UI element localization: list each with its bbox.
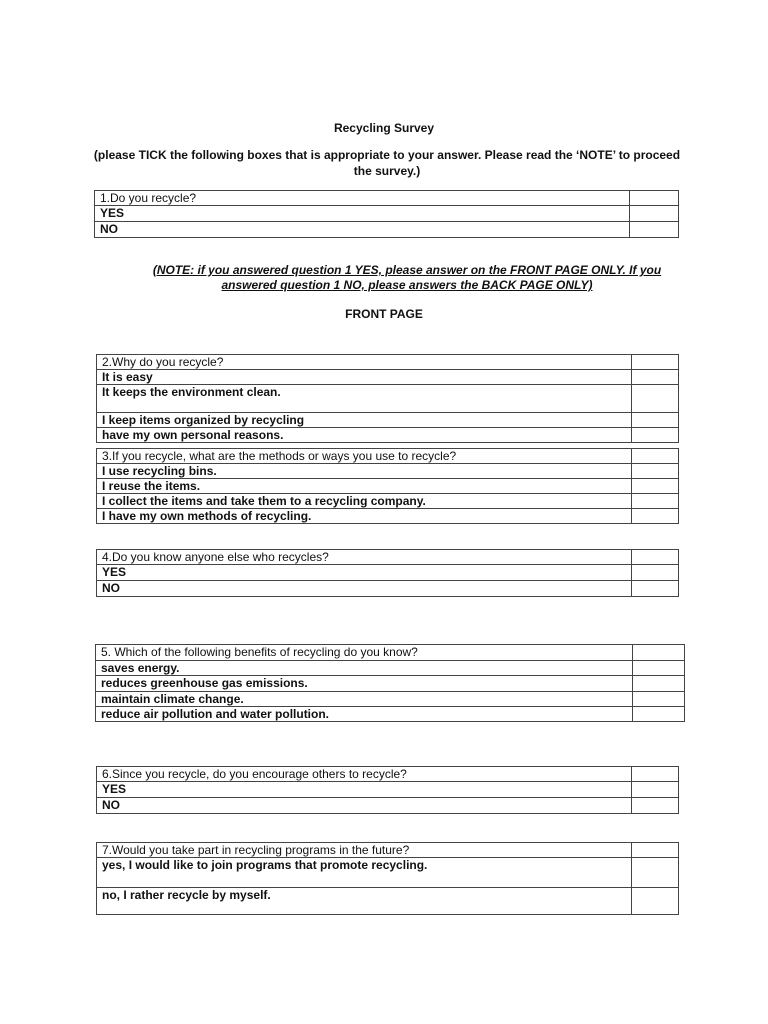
- question-2-option-2: It keeps the environment clean.: [97, 385, 632, 413]
- survey-note: (NOTE: if you answered question 1 YES, please answer on the FRONT PAGE ONLY. If you answered question 1 NO, please answers the BACK PAGE ONLY): [152, 263, 662, 292]
- question-7-header-cell: [632, 843, 679, 858]
- question-3-text: 3.If you recycle, what are the methods or ways you use to recycle?: [97, 449, 632, 464]
- question-5-option-3: maintain climate change.: [96, 692, 633, 707]
- question-5-checkbox-4[interactable]: [633, 707, 685, 722]
- question-6-option-yes: YES: [97, 782, 632, 798]
- question-6-checkbox-yes[interactable]: [632, 782, 679, 798]
- question-6-table: [96, 766, 679, 814]
- question-7-checkbox-1[interactable]: [632, 858, 679, 888]
- question-6-header-cell: [632, 767, 679, 782]
- question-2-checkbox-4[interactable]: [632, 428, 679, 443]
- question-3-header-cell: [632, 449, 679, 464]
- question-4-header-cell: [632, 550, 679, 565]
- question-3-checkbox-2[interactable]: [632, 479, 679, 494]
- question-2-checkbox-3[interactable]: [632, 413, 679, 428]
- survey-instructions: (please TICK the following boxes that is appropriate to your answer. Please read the ‘NOTE’ to proceed the survey.): [93, 148, 681, 178]
- question-1-checkbox-yes[interactable]: [630, 206, 679, 222]
- question-4-table: [96, 549, 679, 597]
- question-5-checkbox-1[interactable]: [633, 661, 685, 676]
- question-5-header-cell: [633, 645, 685, 661]
- question-1-checkbox-no[interactable]: [630, 222, 679, 238]
- question-7-option-1: yes, I would like to join programs that promote recycling.: [97, 858, 632, 888]
- question-5-checkbox-2[interactable]: [633, 676, 685, 692]
- question-2-checkbox-1[interactable]: [632, 370, 679, 385]
- survey-title: Recycling Survey: [333, 121, 435, 135]
- question-2-option-4: have my own personal reasons.: [97, 428, 632, 443]
- question-5-text: 5. Which of the following benefits of recycling do you know?: [96, 645, 633, 661]
- question-6-text: 6.Since you recycle, do you encourage others to recycle?: [97, 767, 632, 782]
- question-3-option-2: I reuse the items.: [97, 479, 632, 494]
- question-5-option-1: saves energy.: [96, 661, 633, 676]
- question-6-checkbox-no[interactable]: [632, 798, 679, 814]
- question-5-option-2: reduces greenhouse gas emissions.: [96, 676, 633, 692]
- question-2-table: [96, 354, 679, 443]
- question-5-option-4: reduce air pollution and water pollution.: [96, 707, 633, 722]
- question-3-checkbox-3[interactable]: [632, 494, 679, 509]
- question-3-checkbox-1[interactable]: [632, 464, 679, 479]
- question-2-checkbox-2[interactable]: [632, 385, 679, 413]
- question-2-option-3: I keep items organized by recycling: [97, 413, 632, 428]
- question-4-text: 4.Do you know anyone else who recycles?: [97, 550, 632, 565]
- question-3-table: [96, 448, 679, 524]
- question-7-table: [96, 842, 679, 915]
- front-page-heading: FRONT PAGE: [345, 307, 423, 321]
- question-7-text: 7.Would you take part in recycling programs in the future?: [97, 843, 632, 858]
- question-7-option-2: no, I rather recycle by myself.: [97, 888, 632, 915]
- question-1-table: [94, 190, 679, 238]
- question-3-checkbox-4[interactable]: [632, 509, 679, 524]
- question-1-option-yes: YES: [95, 206, 630, 222]
- question-3-option-1: I use recycling bins.: [97, 464, 632, 479]
- question-2-text: 2.Why do you recycle?: [97, 355, 632, 370]
- question-6-option-no: NO: [97, 798, 632, 814]
- question-2-header-cell: [632, 355, 679, 370]
- question-1-header-cell: [630, 191, 679, 206]
- question-3-option-3: I collect the items and take them to a recycling company.: [97, 494, 632, 509]
- question-5-checkbox-3[interactable]: [633, 692, 685, 707]
- question-3-option-4: I have my own methods of recycling.: [97, 509, 632, 524]
- question-7-checkbox-2[interactable]: [632, 888, 679, 915]
- question-1-option-no: NO: [95, 222, 630, 238]
- question-2-option-1: It is easy: [97, 370, 632, 385]
- question-4-option-yes: YES: [97, 565, 632, 581]
- question-1-text: 1.Do you recycle?: [95, 191, 630, 206]
- question-4-checkbox-yes[interactable]: [632, 565, 679, 581]
- question-5-table: [95, 644, 685, 722]
- question-4-option-no: NO: [97, 581, 632, 597]
- question-4-checkbox-no[interactable]: [632, 581, 679, 597]
